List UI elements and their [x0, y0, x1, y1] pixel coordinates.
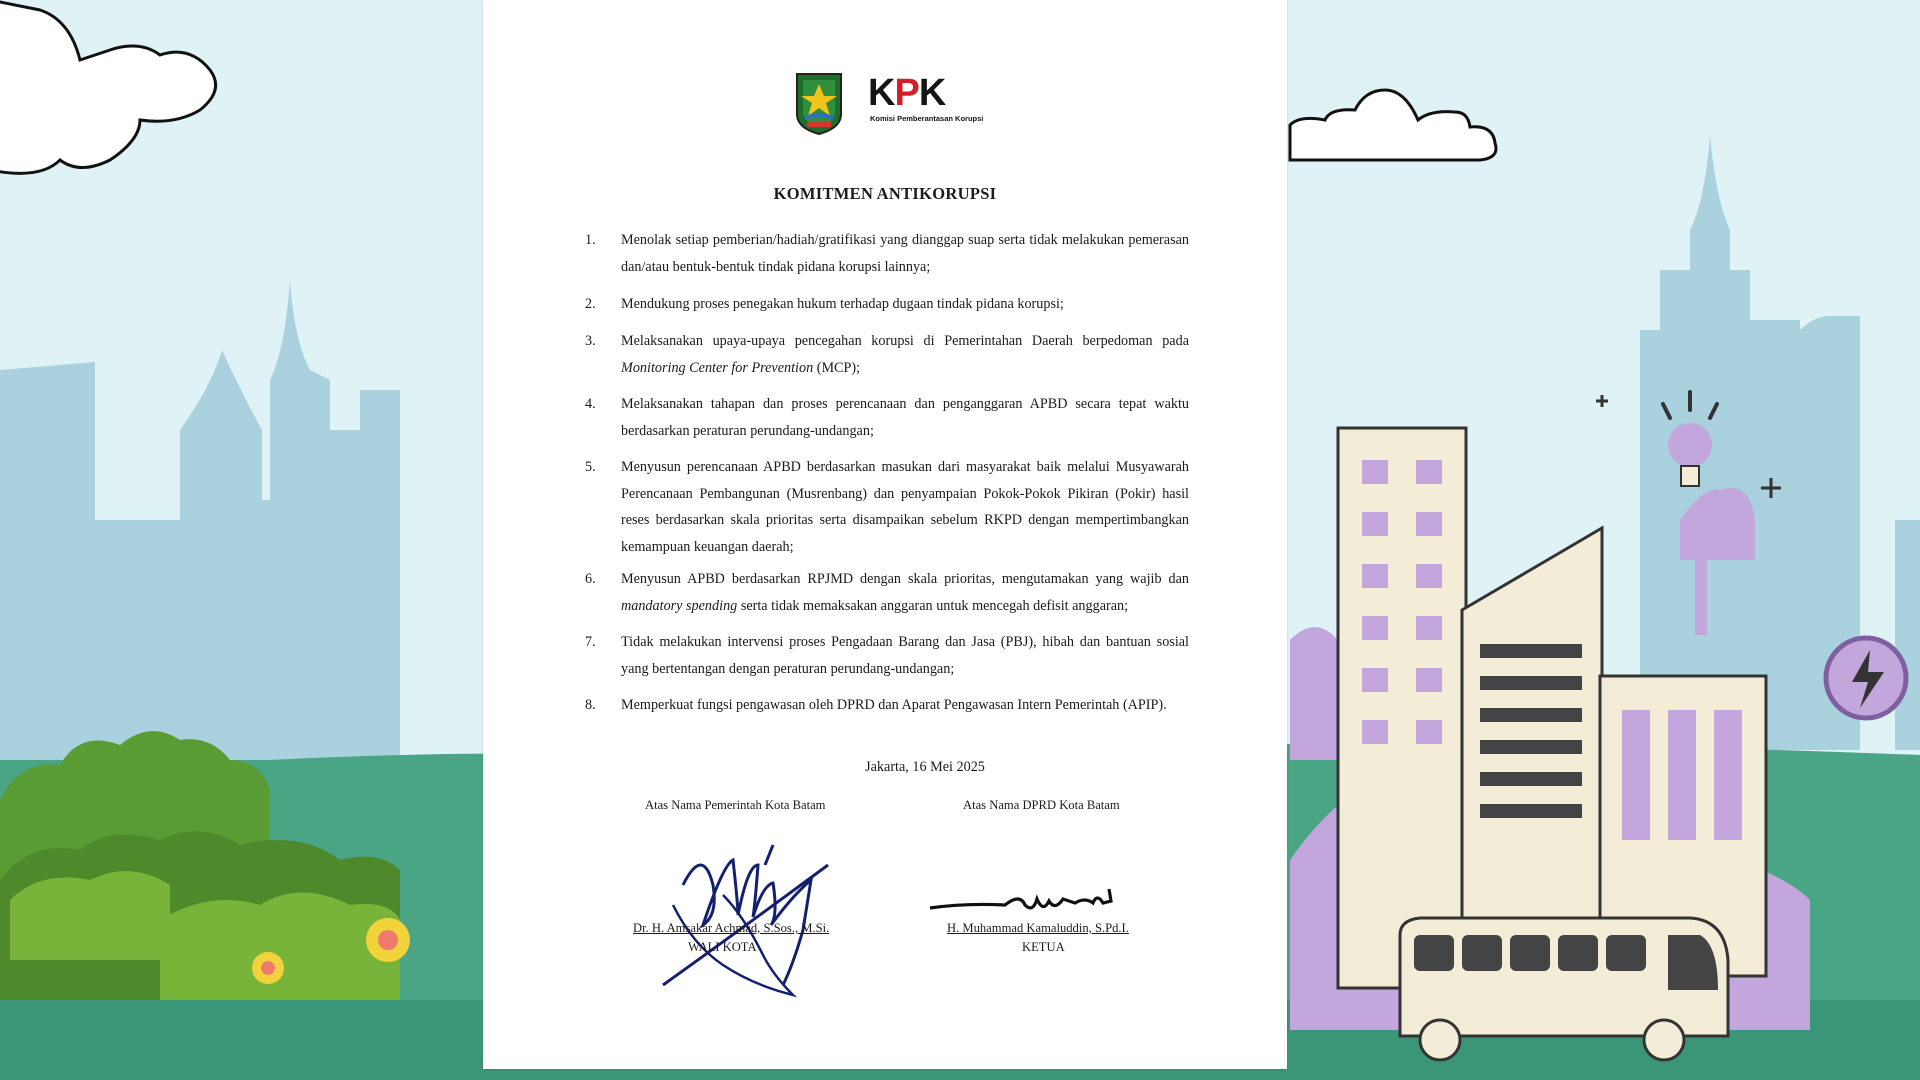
item-text: Menolak setiap pemberian/hadiah/gratifikasi yang dianggap suap serta tidak melakukan pemerasan dan/atau bentuk-bentuk tindak pidana korupsi lainnya;: [621, 232, 1189, 275]
right-signatory-name: H. Muhammad Kamaluddin, S.Pd.I.: [947, 921, 1129, 935]
item-number: 1.: [585, 232, 596, 248]
item-number: 3.: [585, 333, 596, 349]
left-signatory-role: WALI KOTA: [688, 940, 757, 954]
item-number: 7.: [585, 634, 596, 650]
kpk-logo-subtitle: Komisi Pemberantasan Korupsi: [870, 114, 984, 123]
batam-crest-logo: [795, 72, 843, 136]
item-text: Menyusun perencanaan APBD berdasarkan masukan dari masyarakat baik melalui Musyawarah Perencanaan Pembangunan (Musrenbang) dan penyampaian Pokok-Pokok Pikiran (Pokir) hasil reses berdasarkan skala prioritas serta disampaikan sebelum RKPD dengan mempertimbangkan kemampuan keuangan daerah;: [621, 459, 1189, 555]
place-date: Jakarta, 16 Mei 2025: [865, 759, 985, 775]
item-text: Mendukung proses penegakan hukum terhadap dugaan tindak pidana korupsi;: [621, 296, 1064, 312]
document-title: KOMITMEN ANTIKORUPSI: [773, 184, 997, 203]
right-signatory-role: KETUA: [1022, 940, 1065, 954]
right-signatory-heading: Atas Nama DPRD Kota Batam: [963, 798, 1120, 812]
item-number: 4.: [585, 396, 596, 412]
right-signature: [925, 875, 1125, 925]
item-text: Melaksanakan upaya-upaya pencegahan korupsi di Pemerintahan Daerah berpedoman pada Monitoring Center for Prevention (MCP);: [621, 333, 1189, 376]
tall-building: [1338, 428, 1466, 988]
logo-header: [795, 72, 1005, 136]
item-number: 5.: [585, 459, 596, 475]
item-text: Melaksanakan tahapan dan proses perencanaan dan penganggaran APBD secara tepat waktu berdasarkan peraturan perundang-undangan;: [621, 396, 1189, 439]
item-text: Tidak melakukan intervensi proses Pengadaan Barang dan Jasa (PBJ), hibah dan bantuan sosial yang bertentangan dengan peraturan perundang-undangan;: [621, 634, 1189, 677]
item-text: Memperkuat fungsi pengawasan oleh DPRD dan Aparat Pengawasan Intern Pemerintah (APIP).: [621, 697, 1167, 713]
left-signatory-name: Dr. H. Amsakar Achmad, S.Sos., M.Si.: [633, 921, 830, 935]
kpk-logo: KPK: [868, 72, 946, 114]
item-number: 8.: [585, 697, 596, 713]
item-text: Menyusun APBD berdasarkan RPJMD dengan skala prioritas, mengutamakan yang wajib dan mandatory spending serta tidak memaksakan anggaran untuk mencegah defisit anggaran;: [621, 571, 1189, 614]
scanned-document: [483, 0, 1287, 1069]
energy-recycle-icon: [1826, 638, 1906, 718]
left-signatory-heading: Atas Nama Pemerintah Kota Batam: [645, 798, 826, 812]
item-number: 6.: [585, 571, 596, 587]
item-number: 2.: [585, 296, 596, 312]
left-signature: [643, 825, 843, 1005]
